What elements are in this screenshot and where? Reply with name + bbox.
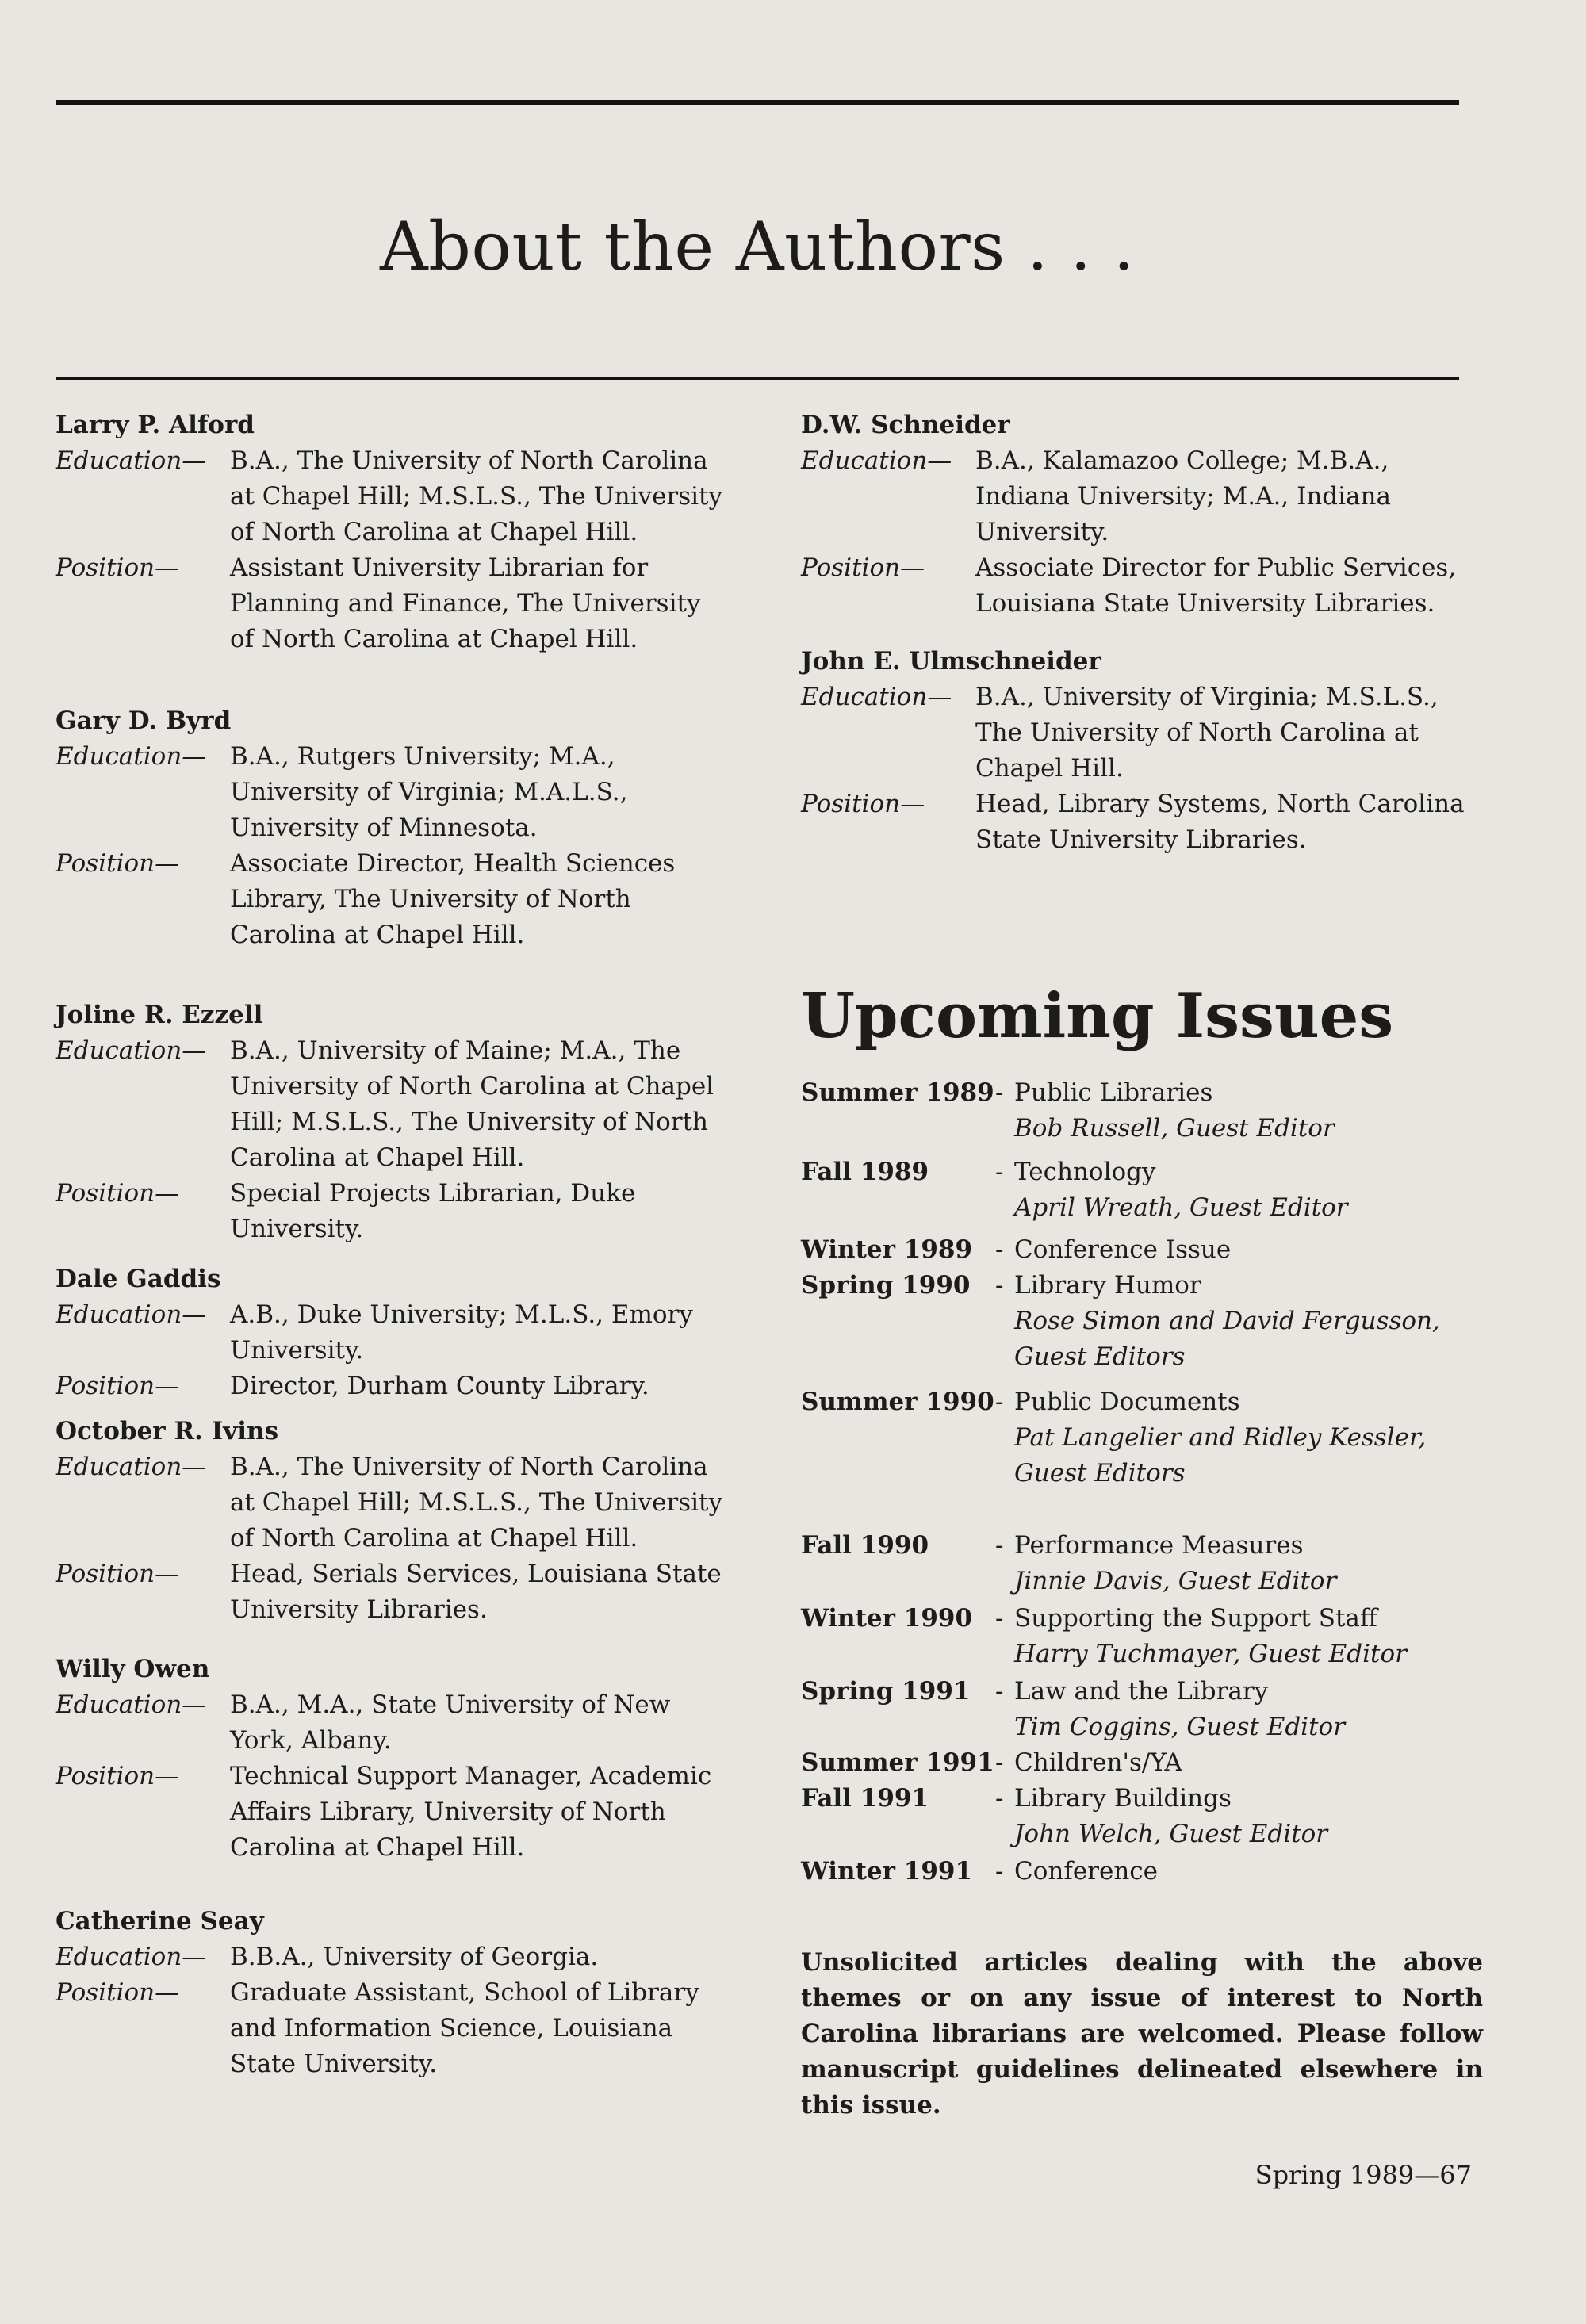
education-text: B.B.A., University of Georgia. [230, 1943, 599, 1971]
education-label: Education— [56, 1036, 207, 1065]
education-label: Education— [801, 683, 952, 711]
issue-date: Spring 1991 [801, 1677, 971, 1706]
issue-row: Spring 1991 - Law and the Library Tim Coggins, Guest Editor [801, 1674, 1483, 1745]
position-label: Position— [56, 1978, 180, 2007]
position-text: Special Projects Librarian, Duke University. [230, 1179, 636, 1243]
issue-date: Fall 1990 [801, 1531, 929, 1560]
issue-row: Fall 1989 - Technology April Wreath, Guest Editor [801, 1154, 1483, 1226]
issue-date: Winter 1991 [801, 1857, 973, 1886]
position-text: Associate Director for Public Services, Louisiana State University Libraries. [975, 553, 1457, 618]
position-label: Position— [56, 1179, 180, 1208]
issue-row: Spring 1990 - Library Humor Rose Simon and David Fergusson, Guest Editors [801, 1268, 1483, 1375]
issue-date: Summer 1990 [801, 1388, 994, 1416]
author-entry [56, 1652, 730, 1866]
author-name: Dale Gaddis [56, 1265, 221, 1293]
position-label: Position— [56, 1560, 180, 1588]
issue-row: Summer 1989 - Public Libraries Bob Russell, Guest Editor [801, 1075, 1483, 1147]
issue-editor: Rose Simon and David Fergusson, Guest Editors [1014, 1307, 1440, 1371]
position-label: Position— [56, 553, 180, 582]
page-title: About the Authors . . . [380, 208, 1135, 285]
issue-date: Fall 1989 [801, 1158, 929, 1186]
page-folio: Spring 1989—67 [1255, 2160, 1472, 2190]
education-text: B.A., University of Maine; M.A., The University of North Carolina at Chapel Hill; M.S.L.S., The University of North Carolina at Chapel Hill. [230, 1036, 714, 1172]
issue-date: Summer 1989 [801, 1078, 994, 1107]
right-column [801, 408, 1483, 2123]
issue-date: Winter 1990 [801, 1604, 973, 1633]
author-name: Catherine Seay [56, 1907, 264, 1935]
education-label: Education— [56, 1453, 207, 1481]
education-text: B.A., Rutgers University; M.A., University of Virginia; M.A.L.S., University of Minnesota. [230, 742, 628, 842]
issue-topic: Conference [1014, 1857, 1159, 1886]
issue-topic: Technology [1014, 1158, 1156, 1186]
issue-topic: Supporting the Support Staff [1014, 1604, 1377, 1633]
position-label: Position— [801, 553, 925, 582]
author-entry [801, 408, 1483, 622]
upcoming-issues-heading: Upcoming Issues [801, 980, 1394, 1052]
issue-row: Winter 1989 - Conference Issue [801, 1232, 1483, 1268]
issue-topic: Library Buildings [1014, 1784, 1232, 1813]
education-label: Education— [56, 446, 207, 475]
issue-editor: April Wreath, Guest Editor [1014, 1193, 1348, 1222]
education-text: A.B., Duke University; M.L.S., Emory University. [230, 1300, 693, 1365]
issue-editor: Harry Tuchmayer, Guest Editor [1014, 1640, 1407, 1668]
author-entry [801, 644, 1483, 858]
issue-topic: Children's/YA [1014, 1748, 1182, 1777]
issue-date: Spring 1990 [801, 1271, 971, 1300]
position-text: Associate Director, Health Sciences Library, The University of North Carolina at Chapel Hill. [230, 849, 676, 949]
education-label: Education— [56, 1690, 207, 1719]
issue-editor: John Welch, Guest Editor [1014, 1820, 1328, 1848]
author-entry [56, 408, 730, 657]
education-text: B.A., University of Virginia; M.S.L.S., The University of North Carolina at Chapel Hill. [975, 683, 1439, 783]
position-label: Position— [56, 1372, 180, 1400]
issue-row: Winter 1990 - Supporting the Support Staff Harry Tuchmayer, Guest Editor [801, 1601, 1483, 1672]
education-label: Education— [56, 742, 207, 771]
education-text: B.A., The University of North Carolina at Chapel Hill; M.S.L.S., The University of North Carolina at Chapel Hill. [230, 446, 723, 546]
title-rule [56, 377, 1459, 380]
issue-editor: Bob Russell, Guest Editor [1014, 1114, 1335, 1143]
submission-note: Unsolicited articles dealing with the above themes or on any issue of interest to North Carolina librarians are welcomed. Please follow manuscript guidelines delineated elsewhere in this issue. [801, 1948, 1483, 2119]
position-label: Position— [56, 849, 180, 878]
issue-row: Fall 1991 - Library Buildings John Welch, Guest Editor [801, 1781, 1483, 1852]
position-text: Graduate Assistant, School of Library and Information Science, Louisiana State University. [230, 1978, 699, 2078]
position-text: Head, Library Systems, North Carolina State University Libraries. [975, 790, 1465, 854]
author-name: Gary D. Byrd [56, 706, 232, 735]
issue-topic: Law and the Library [1014, 1677, 1269, 1706]
author-name: Joline R. Ezzell [56, 1001, 263, 1029]
issue-editor: Jinnie Davis, Guest Editor [1014, 1567, 1337, 1595]
top-rule [56, 100, 1459, 105]
issue-editor: Tim Coggins, Guest Editor [1014, 1713, 1346, 1741]
position-text: Head, Serials Services, Louisiana State University Libraries. [230, 1560, 722, 1624]
issue-topic: Public Libraries [1014, 1078, 1213, 1107]
author-name: October R. Ivins [56, 1417, 279, 1445]
author-name: D.W. Schneider [801, 411, 1010, 439]
issue-topic: Performance Measures [1014, 1531, 1304, 1560]
position-label: Position— [801, 790, 925, 818]
issue-row: Summer 1991 - Children's/YA [801, 1745, 1483, 1781]
issue-row: Fall 1990 - Performance Measures Jinnie Davis, Guest Editor [801, 1528, 1483, 1599]
issue-topic: Library Humor [1014, 1271, 1201, 1300]
position-text: Director, Durham County Library. [230, 1372, 649, 1400]
author-entry [56, 1904, 730, 2082]
author-entry [56, 997, 730, 1247]
author-name: John E. Ulmschneider [801, 647, 1101, 676]
position-label: Position— [56, 1762, 180, 1790]
education-label: Education— [56, 1943, 207, 1971]
author-name: Larry P. Alford [56, 411, 255, 439]
issue-editor: Pat Langelier and Ridley Kessler, Guest Editors [1014, 1423, 1427, 1487]
author-entry [56, 1262, 730, 1404]
issue-date: Fall 1991 [801, 1784, 929, 1813]
issue-row: Winter 1991 - Conference [801, 1854, 1483, 1889]
issue-topic: Public Documents [1014, 1388, 1240, 1416]
position-text: Assistant University Librarian for Planning and Finance, The University of North Carolina at Chapel Hill. [230, 553, 701, 653]
education-text: B.A., The University of North Carolina at Chapel Hill; M.S.L.S., The University of North Carolina at Chapel Hill. [230, 1453, 723, 1553]
education-label: Education— [801, 446, 952, 475]
issue-topic: Conference Issue [1014, 1235, 1232, 1264]
author-entry [56, 703, 730, 953]
education-text: B.A., Kalamazoo College; M.B.A., Indiana University; M.A., Indiana University. [975, 446, 1391, 546]
authors-left-column [56, 408, 730, 2082]
issue-date: Winter 1989 [801, 1235, 973, 1264]
education-label: Education— [56, 1300, 207, 1329]
author-entry [56, 1414, 730, 1628]
education-text: B.A., M.A., State University of New York, Albany. [230, 1690, 671, 1755]
issue-row: Summer 1990 - Public Documents Pat Langelier and Ridley Kessler, Guest Editors [801, 1384, 1483, 1491]
position-text: Technical Support Manager, Academic Affairs Library, University of North Carolina at Chapel Hill. [230, 1762, 712, 1862]
issue-date: Summer 1991 [801, 1748, 994, 1777]
author-name: Willy Owen [56, 1655, 210, 1683]
